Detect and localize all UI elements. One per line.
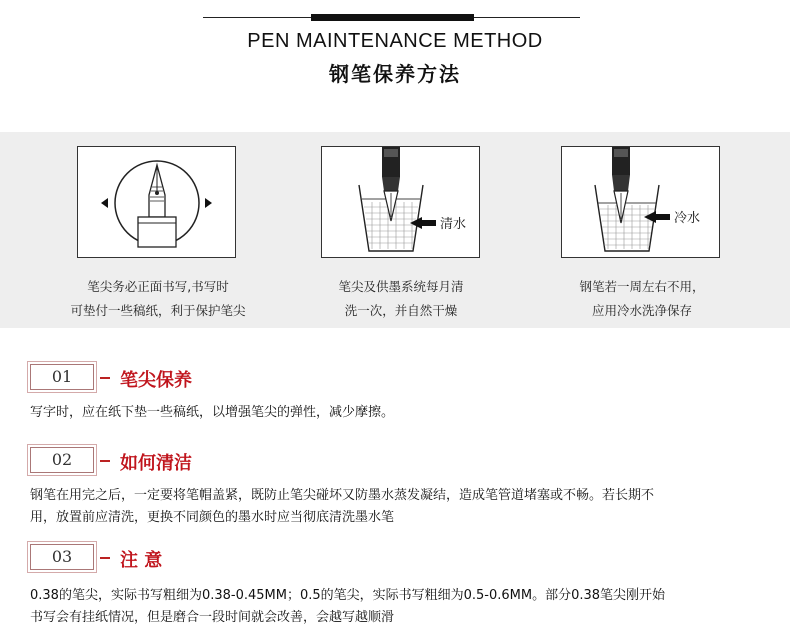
illustration-cold-water [561, 146, 720, 258]
section-text-nib-care: 写字时，应在纸下垫一些稿纸，以增强笔尖的弹性，减少摩擦。 [30, 405, 395, 420]
pen-in-cold-water-icon [562, 147, 721, 259]
caption-step-3 [527, 275, 757, 323]
section-dash [100, 460, 110, 462]
arrow-label-clear-water: 清水 [440, 217, 467, 232]
pen-in-water-icon [322, 147, 481, 259]
section-dash [100, 557, 110, 559]
nib-circle-icon [78, 147, 237, 259]
section-title-nib-care: 笔尖保养 [120, 370, 192, 391]
illustration-nib-writing [77, 146, 236, 258]
caption-step-2-line1: 笔尖及供墨系统每月清 [338, 279, 464, 294]
section-text-cleaning [30, 485, 765, 529]
section-text-cleaning-line1: 钢笔在用完之后，一定要将笔帽盖紧，既防止笔尖碰坏又防墨水蒸发凝结，造成笔管道堵塞或不畅。若长期不 [30, 488, 655, 503]
illustration-clean-monthly [321, 146, 480, 258]
arrow-label-cold-water: 冷水 [674, 211, 701, 226]
caption-step-1-line1: 笔尖务必正面书写,书写时 [87, 279, 229, 294]
caption-step-3-line1: 钢笔若一周左右不用， [579, 279, 705, 294]
section-title-notice: 注 意 [120, 550, 163, 571]
header-bar [311, 14, 474, 21]
caption-step-1 [43, 275, 273, 323]
title-chinese: 钢笔保养方法 [329, 62, 461, 86]
caption-step-2 [286, 275, 516, 323]
section-text-notice [30, 585, 765, 629]
section-text-cleaning-line2: 用，放置前应清洗，更换不同颜色的墨水时应当彻底清洗墨水笔 [30, 510, 395, 525]
section-number-02: 02 [30, 447, 94, 473]
section-text-notice-line2: 书写会有挂纸情况，但是磨合一段时间就会改善，会越写越顺滑 [30, 610, 395, 625]
caption-step-2-line2: 洗一次，并自然干燥 [344, 303, 458, 318]
section-title-cleaning: 如何清洁 [120, 453, 192, 474]
title-english: PEN MAINTENANCE METHOD [247, 30, 543, 52]
section-number-01: 01 [30, 364, 94, 390]
section-number-03: 03 [30, 544, 94, 570]
caption-step-1-line2: 可垫付一些稿纸，利于保护笔尖 [70, 303, 246, 318]
section-dash [100, 377, 110, 379]
caption-step-3-line2: 应用冷水洗净保存 [591, 303, 692, 318]
section-text-notice-line1: 0.38的笔尖，实际书写粗细为0.38-0.45MM；0.5的笔尖，实际书写粗细为0.5-0.6MM。部分0.38笔尖刚开始 [30, 588, 666, 603]
